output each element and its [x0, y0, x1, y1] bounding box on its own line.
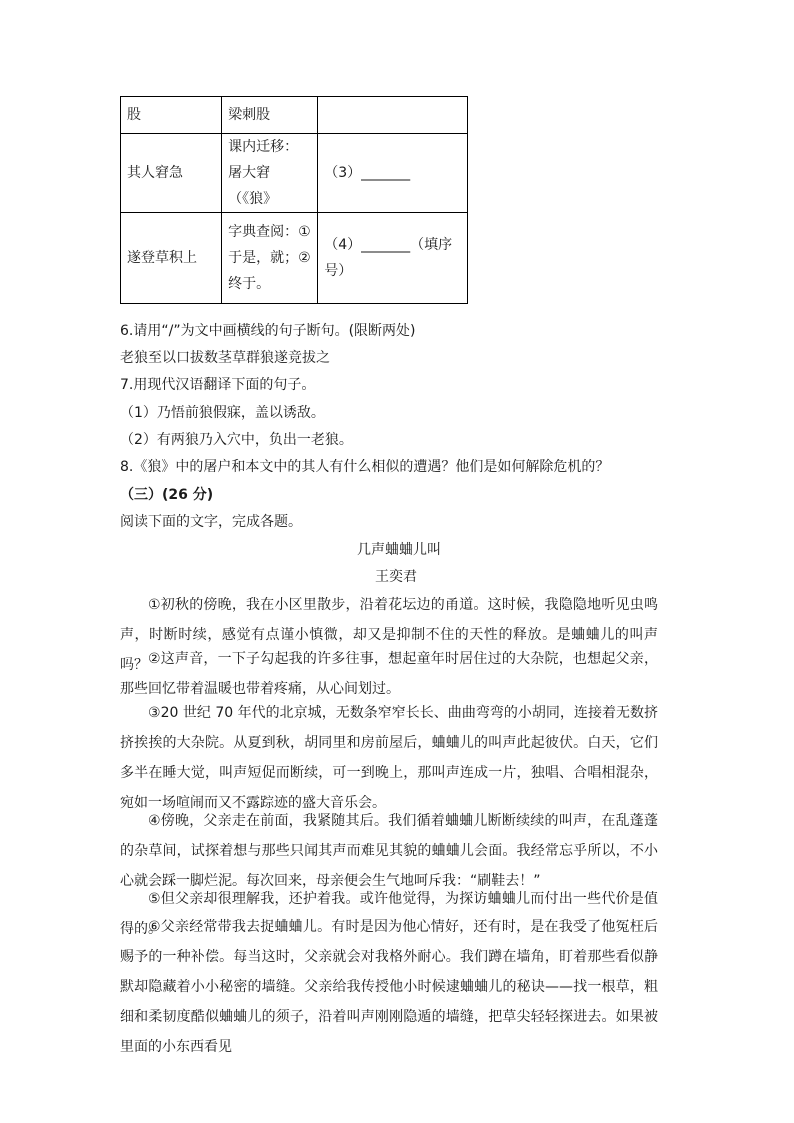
question-6-sentence: 老狼至以口拔数茎草群狼遂竞拔之: [120, 350, 330, 366]
question-6: 6.请用“/”为文中画横线的句子断句。(限断两处): [120, 323, 416, 339]
table-cell: 字典查阅：①于是，就；②终于。: [222, 213, 318, 304]
table-cell: 遂登草积上: [121, 213, 222, 304]
passage-paragraph: ⑥父亲经常带我去捉蛐蛐儿。有时是因为他心情好，还有时，是在我受了他冤枉后赐予的一种补偿。每当这时，父亲就会对我格外耐心。我们蹲在墙角，盯着那些看似静默却隐藏着小小秘密的墙缝。父亲给我传授他小时候逮蛐蛐儿的秘诀——找一根草，粗细和柔韧度酷似蛐蛐儿的须子，沿着叫声刚刚隐遁的墙缝，把草尖轻轻探进去。如果被里面的小东西看见: [120, 919, 658, 1055]
vocabulary-table: [120, 96, 468, 304]
table-row: [121, 97, 468, 134]
passage-author: 王奕君: [375, 569, 417, 585]
answer-blank-cell: （4）_______（填序号）: [318, 213, 468, 304]
table-cell: 股: [121, 97, 222, 134]
passage-title: 几声蛐蛐儿叫: [357, 542, 441, 558]
section-instruction: 阅读下面的文字，完成各题。: [120, 514, 302, 530]
passage-paragraph: ③20 世纪 70 年代的北京城，无数条窄窄长长、曲曲弯弯的小胡同，连接着无数挤挤挨挨的大杂院。从夏到秋，胡同里和房前屋后，蛐蛐儿的叫声此起彼伏。白天，它们多半在睡大觉，叫声短促而断续，可一到晚上，那叫声连成一片，独唱、合唱相混杂，宛如一场喧闹而又不露踪迹的盛大音乐会。: [120, 705, 658, 811]
table-cell: 其人窘急: [121, 134, 222, 213]
question-7: 7.用现代汉语翻译下面的句子。: [120, 377, 316, 393]
question-7-item-2: （2）有两狼乃入穴中，负出一老狼。: [120, 432, 353, 448]
question-8: 8.《狼》中的屠户和本文中的其人有什么相似的遭遇？他们是如何解除危机的？: [120, 459, 610, 475]
passage-paragraph: ②这声音，一下子勾起我的许多往事，想起童年时居住过的大杂院，也想起父亲，那些回忆带着温暖也带着疼痛，从心间划过。: [120, 651, 658, 697]
table-cell: [318, 97, 468, 134]
table-cell: 梁刺股: [222, 97, 318, 134]
passage-paragraph: ⑤但父亲却很理解我，还护着我。或许他觉得，为探访蛐蛐儿而付出一些代价是值得的。: [120, 891, 658, 937]
passage-paragraph: ①初秋的傍晚，我在小区里散步，沿着花坛边的甬道。这时候，我隐隐地听见虫鸣声，时断时续，感觉有点谨小慎微，却又是抑制不住的天性的释放。是蛐蛐儿的叫声吗？: [120, 597, 658, 673]
table-cell: 课内迁移：屠大窘（《狼》: [222, 134, 318, 213]
table-row: [121, 134, 468, 213]
section-header: （三）(26 分): [120, 487, 214, 503]
passage-paragraph: ④傍晚，父亲走在前面，我紧随其后。我们循着蛐蛐儿断断续续的叫声，在乱蓬蓬的杂草间，试探着想与那些只闻其声而难见其貌的蛐蛐儿会面。我经常忘乎所以，不小心就会踩一脚烂泥。每次回来，母亲便会生气地呵斥我：“刷鞋去！”: [120, 813, 658, 889]
answer-blank-cell: （3）_______: [318, 134, 468, 213]
table-row: [121, 213, 468, 304]
question-7-item-1: （1）乃悟前狼假寐，盖以诱敌。: [120, 405, 325, 421]
